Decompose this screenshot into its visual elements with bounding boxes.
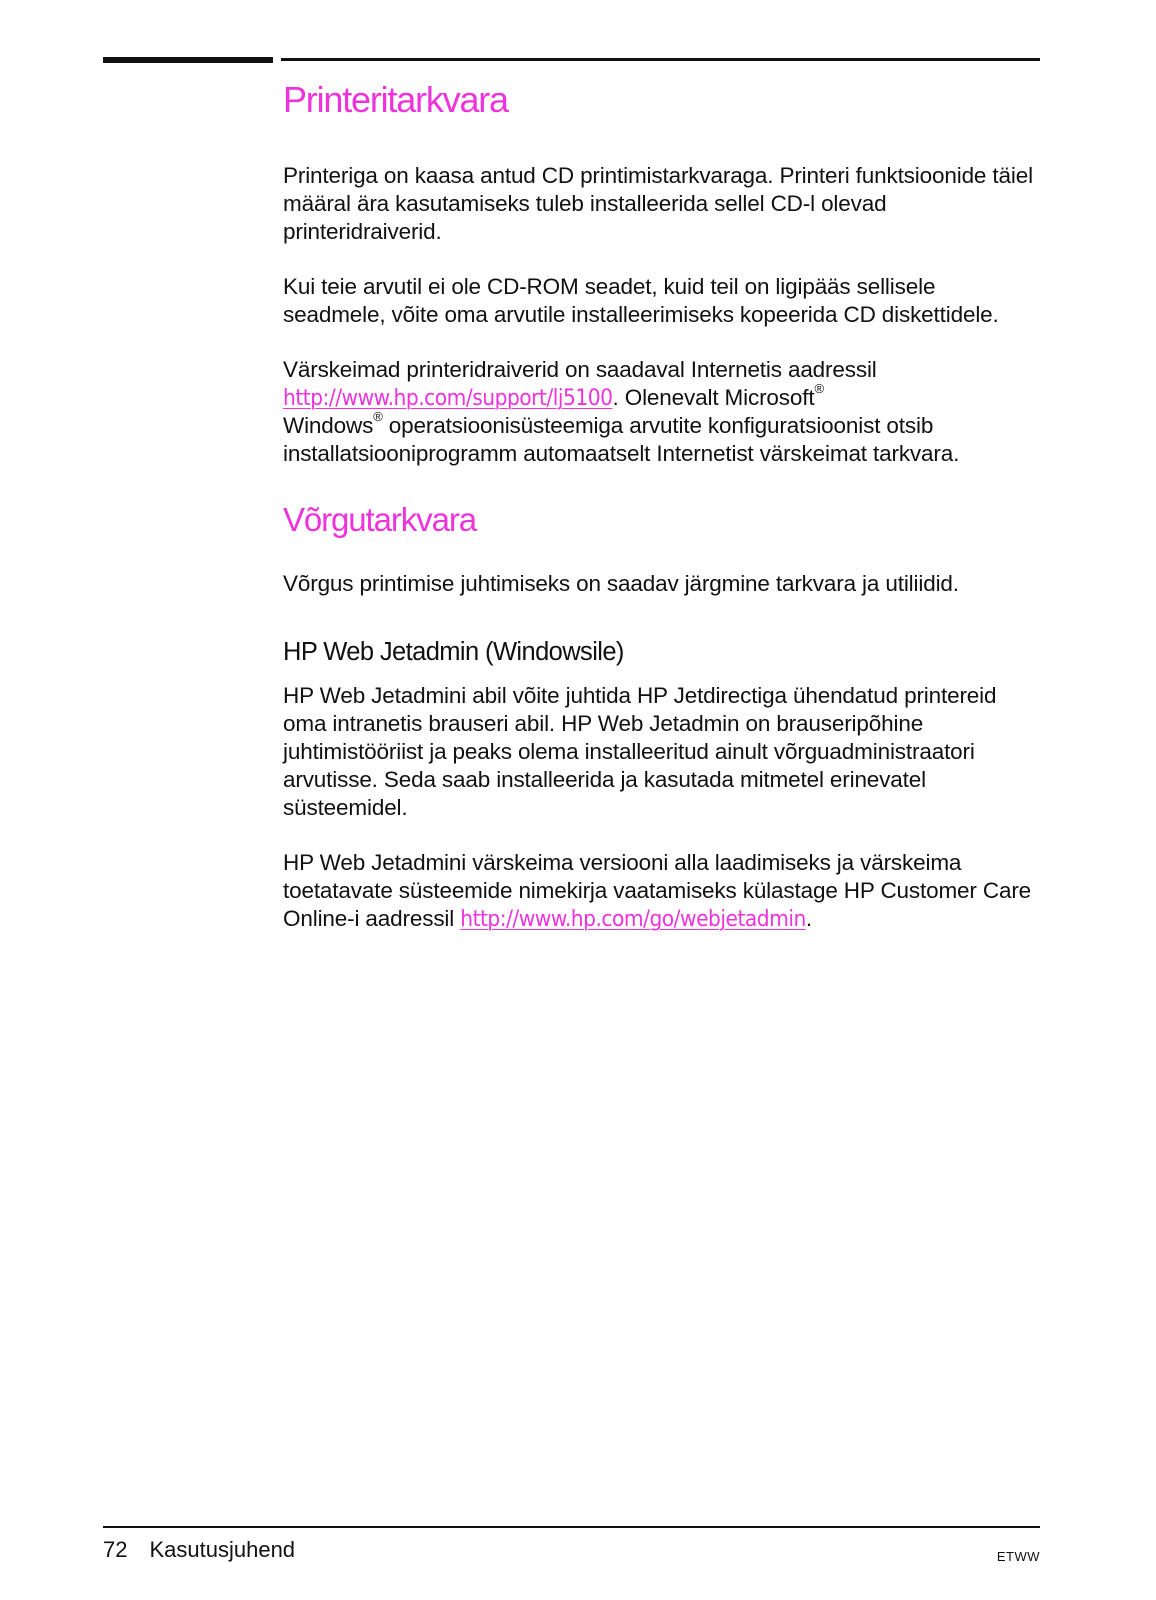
paragraph-cdrom: Kui teie arvutil ei ole CD-ROM seadet, kuid teil on ligipääs sellisele seadmele, võite oma arvutile installeerimiseks kopeerida CD diskettidele.: [283, 274, 999, 327]
webjetadmin-link[interactable]: http://www.hp.com/go/webjetadmin: [460, 906, 806, 932]
paragraph-web-jetadmin-download: [283, 849, 1043, 933]
registered-mark: ®: [373, 408, 383, 424]
download-text: HP Web Jetadmini värskeima versiooni alla laadimiseks ja värskeima toetatavate süsteemide nimekirja vaatamiseks külastage HP Customer Care Online-i aadressil: [283, 850, 1032, 931]
header-rule-right: [281, 58, 1040, 61]
page-number: 72: [103, 1537, 128, 1562]
drivers-text-end: operatsioonisüsteemiga arvutite konfiguratsioonist otsib installatsiooniprogramm automaatselt Internetist värskeimat tarkvara.: [283, 413, 960, 466]
drivers-text-windows: Windows: [283, 413, 374, 438]
heading-web-jetadmin: HP Web Jetadmin (Windowsile): [283, 638, 624, 666]
footer-rule: [103, 1526, 1040, 1528]
footer-code: ETWW: [996, 1549, 1040, 1564]
registered-mark: ®: [814, 380, 824, 396]
heading-printeritarkvara: Printeritarkvara: [283, 79, 508, 120]
paragraph-cd-software: Printeriga on kaasa antud CD printimistarkvaraga. Printeri funktsioonide täiel määral ära kasutamiseks tuleb installeerida sellel CD-l olevad printeridraiverid.: [283, 163, 1033, 244]
drivers-text-microsoft: . Olenevalt Microsoft: [612, 385, 815, 410]
heading-vorgutarkvara: Võrgutarkvara: [283, 501, 476, 538]
drivers-text-start: Värskeimad printeridraiverid on saadaval Internetis aadressil: [283, 357, 877, 382]
header-rule-left: [103, 57, 273, 63]
support-link[interactable]: http://www.hp.com/support/lj5100: [283, 385, 613, 411]
page-content: [283, 78, 1043, 960]
paragraph-drivers-internet: [283, 356, 1043, 468]
paragraph-network-software: Võrgus printimise juhtimiseks on saadav järgmine tarkvara ja utiliidid.: [283, 571, 959, 596]
book-title: Kasutusjuhend: [149, 1537, 296, 1562]
download-text-end: .: [805, 906, 812, 931]
footer-left: [103, 1536, 295, 1564]
paragraph-web-jetadmin: HP Web Jetadmini abil võite juhtida HP Jetdirectiga ühendatud printereid oma intranetis brauseri abil. HP Web Jetadmin on brauseripõhine juhtimistööriist ja peaks olema installeeritud ainult võrguadministraatori arvutisse. Seda saab installeerida ja kasutada mitmetel erinevatel süsteemidel.: [283, 683, 997, 820]
